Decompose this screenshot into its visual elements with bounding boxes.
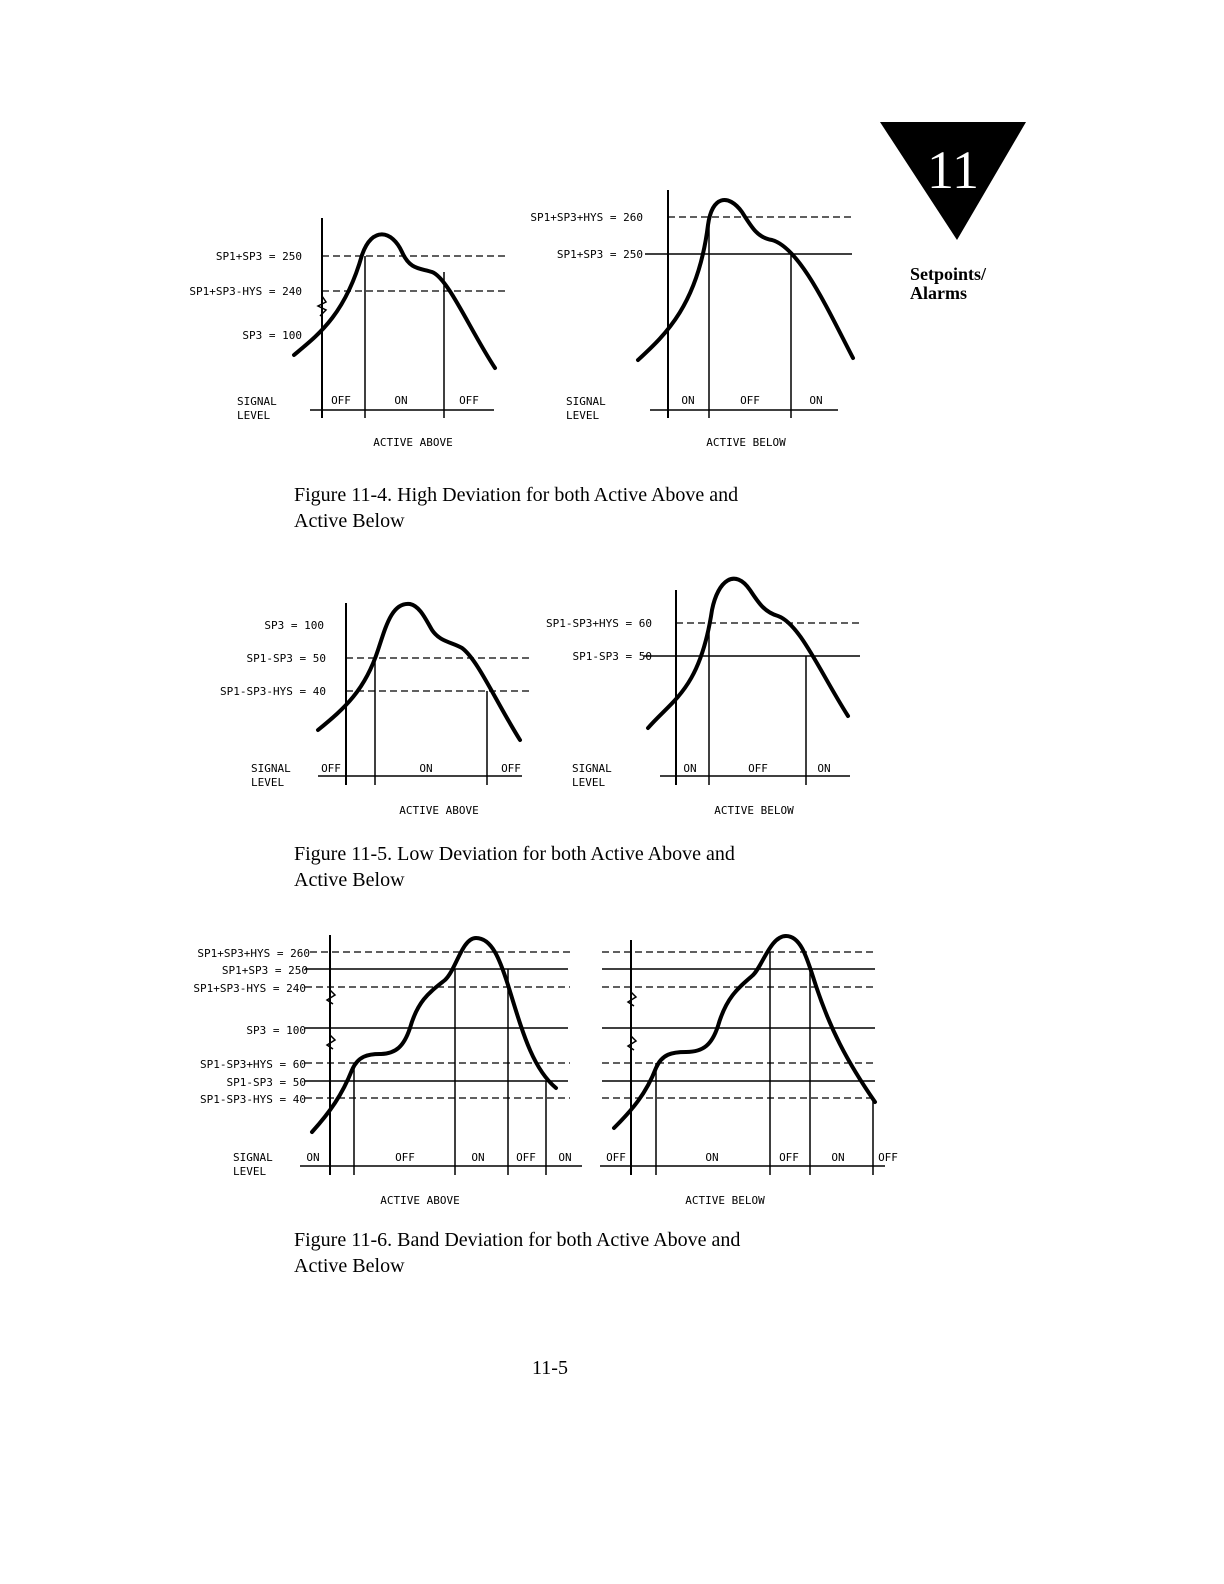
figure-11-6 bbox=[193, 935, 898, 1277]
signal-label: SIGNAL bbox=[566, 395, 606, 408]
label-sp1-sp3-hys: SP1-SP3+HYS = 60 bbox=[546, 617, 652, 630]
fig4-left-diagram bbox=[189, 218, 505, 449]
segment-label: OFF bbox=[331, 394, 351, 407]
segment-label: ON bbox=[683, 762, 697, 775]
segment-label: ON bbox=[831, 1151, 845, 1164]
label-sp3: SP3 = 100 bbox=[246, 1024, 306, 1037]
signal-curve bbox=[648, 579, 848, 728]
label-sp1-sp3: SP1-SP3 = 50 bbox=[572, 650, 652, 663]
segment-label: OFF bbox=[516, 1151, 536, 1164]
figure-11-4 bbox=[189, 190, 853, 532]
fig6-right-diagram bbox=[600, 936, 898, 1207]
signal-label: SIGNAL bbox=[237, 395, 277, 408]
fig5-right-diagram bbox=[546, 579, 860, 817]
segment-label: OFF bbox=[779, 1151, 799, 1164]
level-label: LEVEL bbox=[251, 776, 285, 789]
segment-label: OFF bbox=[395, 1151, 415, 1164]
page-number: 11-5 bbox=[532, 1357, 568, 1379]
label-sp1-sp3: SP1+SP3 = 250 bbox=[215, 250, 302, 263]
level-label: LEVEL bbox=[237, 409, 271, 422]
mode-label: ACTIVE ABOVE bbox=[399, 804, 479, 817]
label-upper-hys-plus: SP1+SP3+HYS = 260 bbox=[197, 947, 310, 960]
signal-label: SIGNAL bbox=[251, 762, 291, 775]
figure-caption: Figure 11-5. Low Deviation for both Active Above and bbox=[294, 843, 735, 865]
signal-curve bbox=[614, 936, 875, 1128]
segment-label: ON bbox=[817, 762, 831, 775]
figure-caption: Figure 11-4. High Deviation for both Active Above and bbox=[294, 484, 739, 506]
fig5-left-diagram bbox=[220, 603, 530, 817]
mode-label: ACTIVE ABOVE bbox=[373, 436, 453, 449]
figure-caption: Active Below bbox=[294, 869, 405, 891]
mode-label: ACTIVE BELOW bbox=[714, 804, 794, 817]
signal-curve bbox=[312, 938, 556, 1132]
label-upper-hys-minus: SP1+SP3-HYS = 240 bbox=[193, 982, 306, 995]
label-lower-hys-minus: SP1-SP3-HYS = 40 bbox=[200, 1093, 306, 1106]
segment-label: ON bbox=[471, 1151, 485, 1164]
segment-label: OFF bbox=[501, 762, 521, 775]
label-upper: SP1+SP3 = 250 bbox=[221, 964, 308, 977]
segment-label: OFF bbox=[748, 762, 768, 775]
signal-curve bbox=[638, 200, 853, 360]
level-label: LEVEL bbox=[572, 776, 606, 789]
label-sp3: SP3 = 100 bbox=[264, 619, 324, 632]
mode-label: ACTIVE ABOVE bbox=[380, 1194, 460, 1207]
chapter-title-line2: Alarms bbox=[910, 283, 967, 303]
segment-label: ON bbox=[394, 394, 408, 407]
segment-label: OFF bbox=[459, 394, 479, 407]
segment-label: OFF bbox=[606, 1151, 626, 1164]
signal-curve bbox=[318, 604, 520, 740]
label-lower-hys-plus: SP1-SP3+HYS = 60 bbox=[200, 1058, 306, 1071]
fig4-right-diagram bbox=[530, 190, 853, 449]
chapter-number: 11 bbox=[927, 140, 979, 200]
label-sp1-sp3-hys: SP1+SP3+HYS = 260 bbox=[530, 211, 643, 224]
level-label: LEVEL bbox=[566, 409, 600, 422]
figure-11-5 bbox=[220, 579, 860, 891]
segment-label: ON bbox=[558, 1151, 572, 1164]
figure-caption: Active Below bbox=[294, 510, 405, 532]
chapter-title-line1: Setpoints/ bbox=[910, 264, 987, 284]
signal-label: SIGNAL bbox=[233, 1151, 273, 1164]
label-lower: SP1-SP3 = 50 bbox=[226, 1076, 306, 1089]
label-sp1-sp3-hys: SP1+SP3-HYS = 240 bbox=[189, 285, 302, 298]
label-sp1-sp3: SP1+SP3 = 250 bbox=[556, 248, 643, 261]
segment-label: ON bbox=[681, 394, 695, 407]
label-sp1-sp3-hys: SP1-SP3-HYS = 40 bbox=[220, 685, 326, 698]
figure-caption: Active Below bbox=[294, 1255, 405, 1277]
segment-label: ON bbox=[306, 1151, 320, 1164]
segment-label: ON bbox=[419, 762, 433, 775]
signal-curve bbox=[294, 234, 495, 368]
label-sp1-sp3: SP1-SP3 = 50 bbox=[246, 652, 326, 665]
segment-label: OFF bbox=[878, 1151, 898, 1164]
mode-label: ACTIVE BELOW bbox=[685, 1194, 765, 1207]
figure-caption: Figure 11-6. Band Deviation for both Active Above and bbox=[294, 1229, 741, 1251]
level-label: LEVEL bbox=[233, 1165, 267, 1178]
mode-label: ACTIVE BELOW bbox=[706, 436, 786, 449]
segment-label: ON bbox=[809, 394, 823, 407]
signal-label: SIGNAL bbox=[572, 762, 612, 775]
segment-label: OFF bbox=[321, 762, 341, 775]
chapter-tab bbox=[880, 122, 1026, 303]
segment-label: OFF bbox=[740, 394, 760, 407]
segment-label: ON bbox=[705, 1151, 719, 1164]
label-sp3: SP3 = 100 bbox=[242, 329, 302, 342]
